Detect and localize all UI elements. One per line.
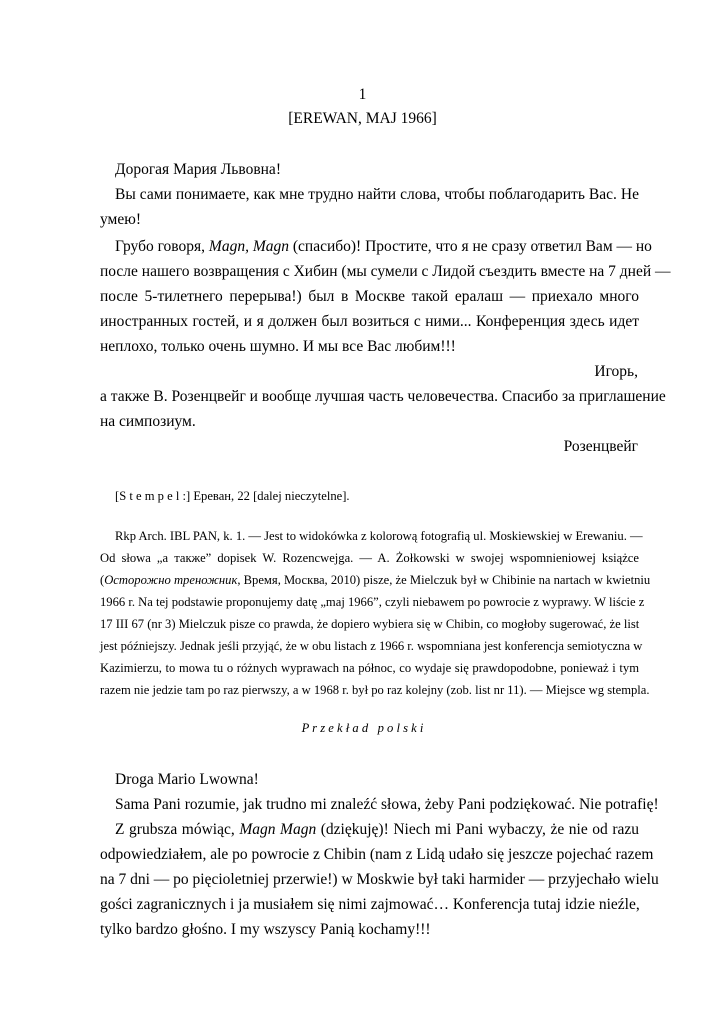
pl-paragraph-2-line-1: Z grubsza mówiąc, Magn Magn (dziękuję)! Niech mi Pani wybaczy, że nie od razu (115, 821, 639, 838)
note-line-8: razem nie jedzie tam po raz pierwszy, a w 1968 r. był po raz kolejny (zob. list nr 11). — Miejsce wg stempla. (100, 683, 650, 697)
translation-heading: P r z e k ł a d p o l s k i (301, 721, 424, 735)
note-line-7: Kazimierzu, to mowa tu o różnych wyprawach na północ, co wydaje się prawdopodobne, ponieważ i tym (100, 661, 639, 675)
ru-signature-rosenzweig: Розенцвейг (563, 438, 638, 455)
magn-italic-pl: Magn Magn (239, 821, 317, 838)
ru-paragraph-1-line-2: умею! (100, 211, 141, 228)
pl-paragraph-1: Sama Pani rozumie, jak trudno mi znaleźć słowa, żeby Pani podziękować. Nie potrafię! (115, 796, 659, 813)
page-number: 1 (358, 86, 367, 103)
note-line-2: Od słowa „а также” dopisek W. Rozencwejga. — A. Żołkowski w swojej wspomnieniowej książce (100, 551, 639, 565)
ru-paragraph-1-line-1: Вы сами понимаете, как мне трудно найти слова, чтобы поблагодарить Вас. Не (115, 186, 639, 203)
note-line-5: 17 III 67 (nr 3) Mielczuk pisze co prawda, że dopiero wybiera się w Chibin, co mogłoby sugerować, że list (100, 617, 640, 631)
note-line-3: (Осторожно треножник, Время, Москва, 2010) pisze, że Mielczuk był w Chibinie na nartach w kwietniu (100, 573, 651, 587)
ru-paragraph-2-line-5: неплохо, только очень шумно. И мы все Вас любим!!! (100, 338, 456, 355)
ru-signature-igor: Игорь, (594, 363, 638, 380)
note-line-6: jest późniejszy. Jednak jeśli przyjąć, że w obu listach z 1966 r. wspomniana jest konferencja semiotyczna w (100, 639, 643, 653)
ru-paragraph-3-line-2: на симпозиум. (100, 413, 196, 430)
ru-paragraph-2-line-3: после 5-тилетнего перерыва!) был в Москве такой ералаш — приехало много (100, 288, 639, 305)
pl-paragraph-2-line-3: na 7 dni — po pięcioletniej przerwie!) w Moskwie był taki harmider — przyjechało wielu (100, 871, 659, 888)
ru-paragraph-3-line-1: а также В. Розенцвейг и вообще лучшая часть человечества. Спасибо за приглашение (100, 388, 666, 405)
note-line-4: 1966 r. Na tej podstawie proponujemy datę „maj 1966”, czyli niebawem po powrocie z wyprawy. W liście z (100, 595, 645, 609)
ru-paragraph-2-line-4: иностранных гостей, и я должен был возиться с ними... Конференция здесь идет (100, 313, 639, 330)
magn-italic: Magn, Magn (208, 238, 289, 255)
pl-salutation: Droga Mario Lwowna! (115, 771, 259, 788)
pl-paragraph-2-line-2: odpowiedziałem, ale po powrocie z Chibin (nam z Lidą udało się jeszcze pojechać razem (100, 846, 654, 863)
pl-paragraph-2-line-4: gości zagranicznych i ja musiałem się nimi zajmować… Konferencja tutaj idzie nieźle, (100, 896, 640, 913)
book-title-italic: Осторожно треножник (104, 573, 238, 587)
letter-heading: [EREWAN, MAJ 1966] (288, 110, 437, 127)
ru-salutation: Дорогая Мария Львовна! (115, 161, 281, 178)
stamp-note: [S t e m p e l :] Ереван, 22 [dalej nieczytelne]. (115, 489, 350, 503)
pl-paragraph-2-line-5: tylko bardzo głośno. I my wszyscy Panią kochamy!!! (100, 921, 431, 938)
ru-paragraph-2-line-2: после нашего возвращения с Хибин (мы сумели с Лидой съездить вместе на 7 дней — (100, 263, 671, 280)
note-line-1: Rkp Arch. IBL PAN, k. 1. — Jest to widokówka z kolorową fotografią ul. Moskiewskiej w Erewaniu. — (115, 529, 643, 543)
ru-paragraph-2-line-1: Грубо говоря, Magn, Magn (спасибо)! Простите, что я не сразу ответил Вам — но (115, 238, 652, 255)
